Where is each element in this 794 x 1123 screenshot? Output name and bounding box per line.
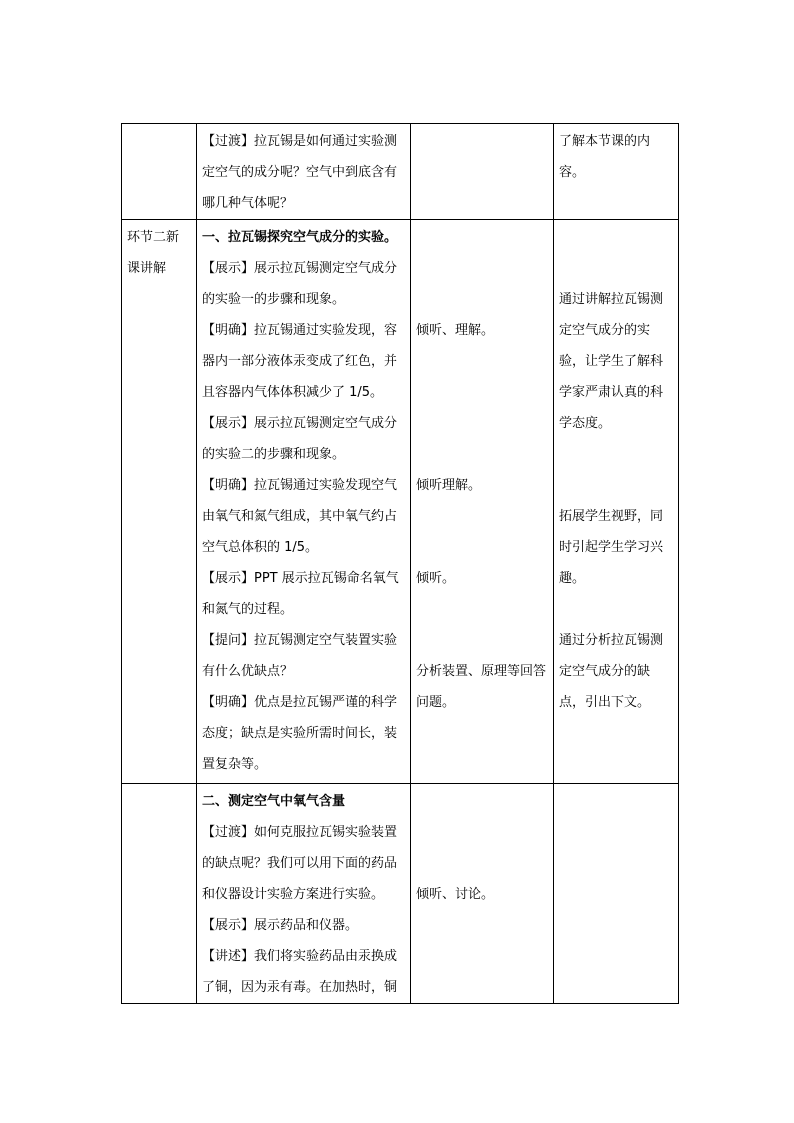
student-paragraph: 倾听。 (416, 571, 456, 586)
design-intent-cell (554, 784, 679, 1004)
stage-cell (122, 784, 197, 1004)
content-paragraph: 【讲述】我们将实验药品由汞换成了铜，因为汞有毒。在加热时，铜 (202, 949, 398, 995)
content-paragraph: 【展示】展示药品和仪器。 (202, 918, 359, 933)
content-paragraph: 【展示】展示拉瓦锡测定空气成分的实验一的步骤和现象。 (202, 261, 398, 307)
student-activity-cell (411, 784, 554, 1004)
student-paragraph: 倾听、讨论。 (416, 887, 495, 902)
intent-paragraph: 通过分析拉瓦锡测定空气成分的缺点，引出下文。 (559, 633, 664, 710)
student-activity-cell (411, 220, 554, 784)
student-paragraph: 分析装置、原理等回答问题。 (416, 664, 547, 710)
content-paragraph: 【提问】拉瓦锡测定空气装置实验有什么优缺点？ (202, 633, 398, 679)
content-cell (197, 124, 411, 220)
content-paragraph: 【展示】PPT 展示拉瓦锡命名氧气和氮气的过程。 (202, 571, 399, 617)
content-cell (197, 220, 411, 784)
lesson-plan-table (121, 123, 679, 1004)
content-paragraph: 【过渡】如何克服拉瓦锡实验装置的缺点呢？我们可以用下面的药品和仪器设计实验方案进行实验。 (202, 825, 398, 902)
content-paragraph: 【明确】优点是拉瓦锡严谨的科学态度；缺点是实验所需时间长，装置复杂等。 (202, 695, 398, 772)
content-cell (197, 784, 411, 1004)
intent-paragraph: 通过讲解拉瓦锡测定空气成分的实验，让学生了解科学家严肃认真的科学态度。 (559, 292, 664, 431)
table-row (122, 124, 679, 220)
design-intent-cell (554, 124, 679, 220)
content-paragraph: 【展示】展示拉瓦锡测定空气成分的实验二的步骤和现象。 (202, 416, 398, 462)
intent-paragraph: 拓展学生视野，同时引起学生学习兴趣。 (559, 509, 664, 586)
stage-cell (122, 124, 197, 220)
table-row (122, 220, 679, 784)
section-heading: 一、拉瓦锡探究空气成分的实验。 (202, 230, 398, 245)
section-heading: 二、测定空气中氧气含量 (202, 794, 346, 809)
content-paragraph: 【明确】拉瓦锡通过实验发现空气由氧气和氮气组成，其中氧气约占空气总体积的 1/5。 (202, 478, 398, 555)
student-paragraph: 倾听、理解。 (416, 323, 495, 338)
content-paragraph: 【明确】拉瓦锡通过实验发现，容器内一部分液体汞变成了红色，并且容器内气体体积减少了 1/5。 (202, 323, 398, 400)
student-paragraph: 倾听理解。 (416, 478, 482, 493)
student-activity-cell (411, 124, 554, 220)
intent-paragraph: 了解本节课的内容。 (559, 134, 651, 180)
content-paragraph: 【过渡】拉瓦锡是如何通过实验测定空气的成分呢？空气中到底含有哪几种气体呢？ (202, 134, 398, 211)
stage-cell: 环节二新课讲解 (122, 220, 197, 784)
table-row (122, 784, 679, 1004)
design-intent-cell (554, 220, 679, 784)
